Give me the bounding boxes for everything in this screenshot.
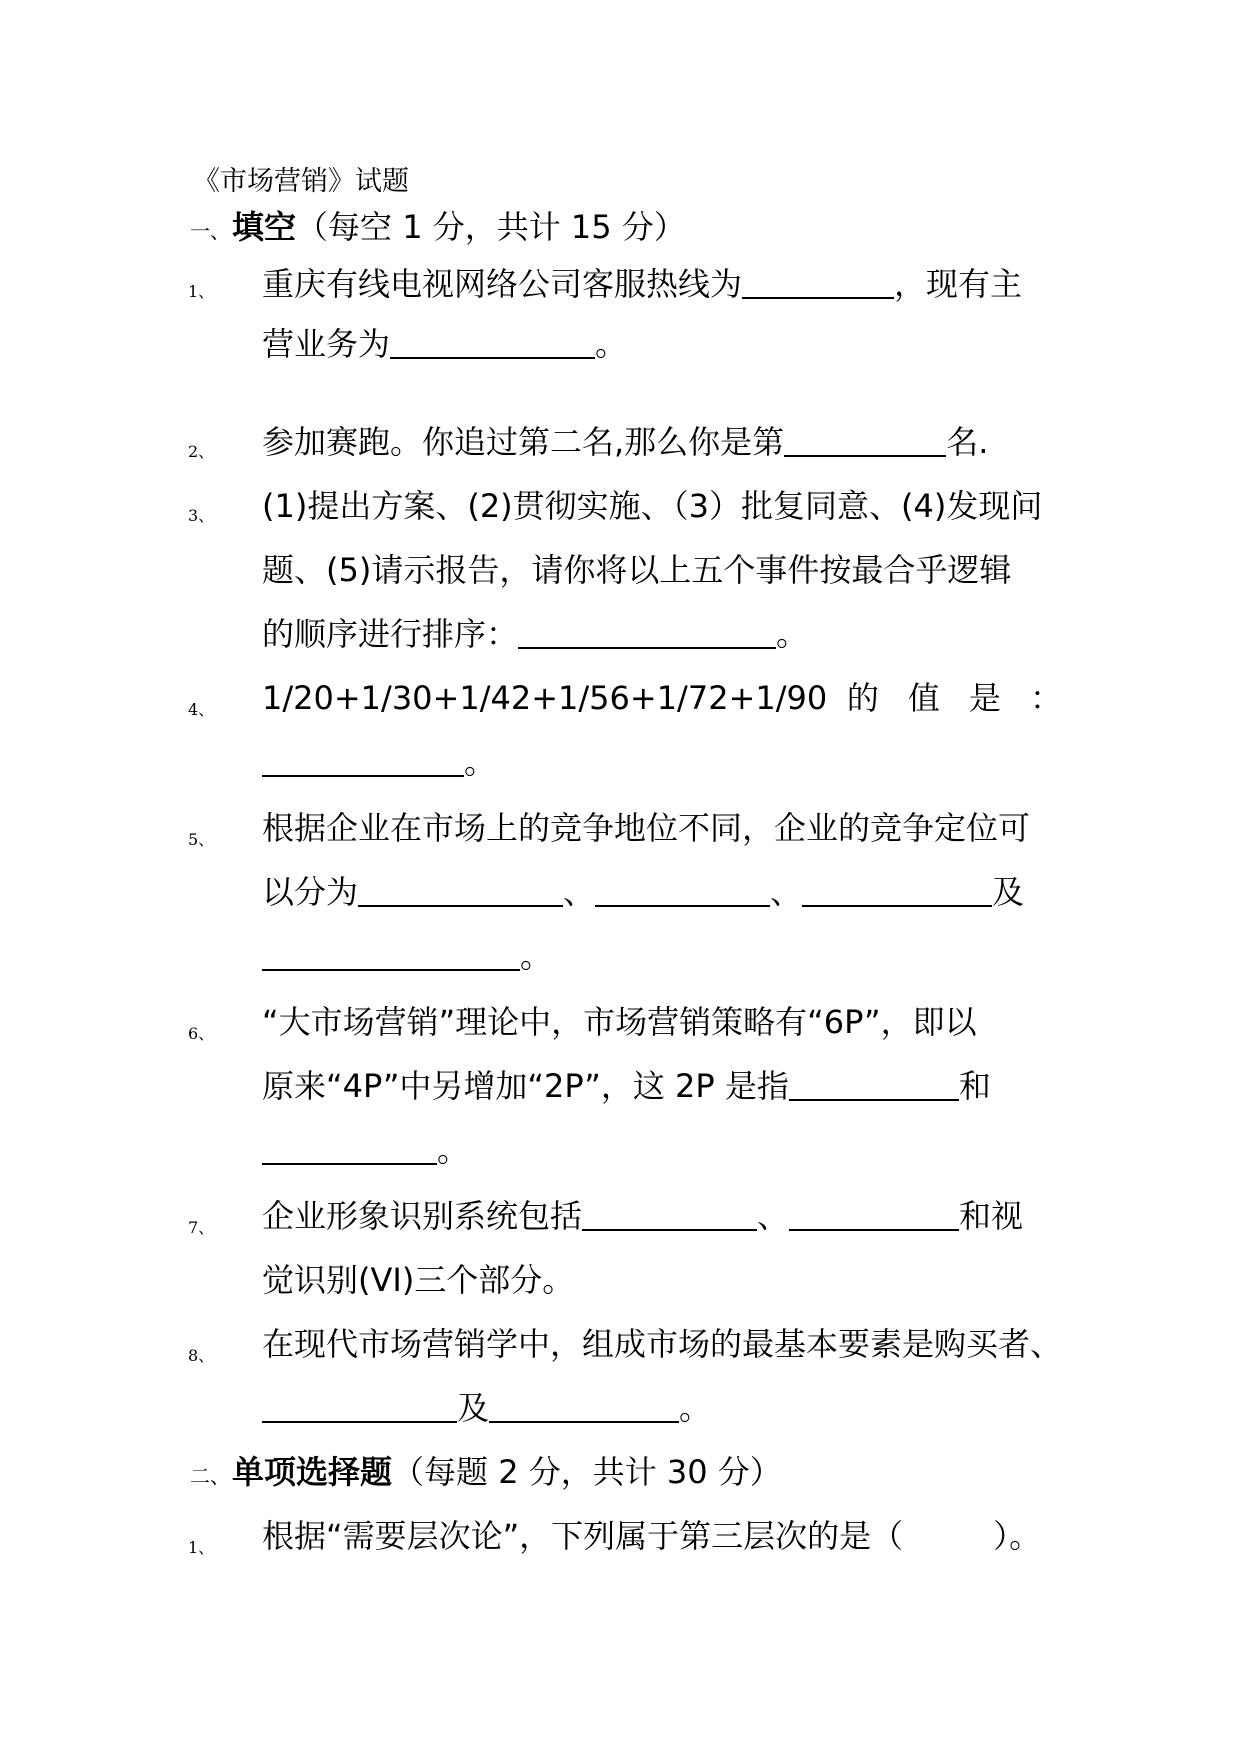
question-1-line-1: 重庆有线电视网络公司客服热线为 ，现有主 [262,265,1023,303]
section-number: 二、 [190,1464,230,1488]
question-1-line-2: 营业务为 。 [262,325,628,363]
answer-blank[interactable] [742,263,894,299]
question-2-line-1: 参加赛跑。你追过第二名,那么你是第 名. [262,423,989,461]
question-number: 1、 [188,1538,215,1557]
section-heading-fill-in [190,205,686,253]
section-name: 填空 [232,208,297,246]
question-3-line-3: 的顺序进行排序： 。 [262,615,809,653]
question-7-line-2: 觉识别(VI)三个部分。 [262,1261,575,1299]
answer-blank[interactable] [789,1065,959,1101]
question-number: 4、 [188,700,215,719]
answer-blank[interactable] [518,613,776,649]
document-title: 《市场营销》试题 [193,166,409,197]
answer-blank[interactable] [262,935,520,971]
question-6-line-3: 。 [262,1128,1062,1172]
question-number: 7、 [188,1218,215,1237]
question-5-line-1: 根据企业在市场上的竞争地位不同，企业的竞争定位可 [262,809,1031,847]
question-5-line-3: 。 [262,934,1062,978]
answer-blank[interactable] [784,421,946,457]
section-name: 单项选择题 [232,1453,393,1491]
section-note: （每空 1 分，共计 15 分） [296,208,686,246]
question-number: 6、 [188,1024,215,1043]
section-number: 一、 [190,219,230,243]
answer-blank[interactable] [489,1387,679,1423]
answer-blank[interactable] [802,871,992,907]
question-number: 1、 [188,282,215,301]
answer-blank[interactable] [390,323,595,359]
answer-blank[interactable] [358,871,563,907]
section-note: （每题 2 分，共计 30 分） [392,1453,782,1491]
question-8-line-2: 及 。 [262,1386,1062,1430]
question-3-line-1: (1)提出方案、(2)贯彻实施、（3）批复同意、(4)发现问 [262,487,1043,525]
question-3-line-2: 题、(5)请示报告，请你将以上五个事件按最合乎逻辑 [262,551,1012,589]
question-4-line-2: 。 [262,740,1062,784]
answer-blank[interactable] [582,1195,757,1231]
answer-blank[interactable] [262,1129,437,1165]
answer-blank[interactable] [595,871,770,907]
answer-blank[interactable] [789,1195,959,1231]
section-heading-single-choice [190,1450,782,1498]
question-number: 8、 [188,1346,215,1365]
question-number: 5、 [188,830,215,849]
question-5-line-2: 以分为 、 、 及 [262,873,1025,911]
answer-blank[interactable] [262,1387,457,1423]
question-6-line-2: 原来“4P”中另增加“2P”，这 2P 是指 和 [262,1067,991,1105]
choice-question-1-line-1: 根据“需要层次论”，下列属于第三层次的是（ ）。 [262,1517,1042,1555]
question-number: 3、 [188,506,215,525]
question-6-line-1: “大市场营销”理论中，市场营销策略有“6P”，即以 [262,1003,977,1041]
question-4-line-1: 1/20+1/30+1/42+1/56+1/72+1/90 的 值 是 ： [262,679,1062,717]
question-8-line-1: 在现代市场营销学中，组成市场的最基本要素是购买者、 [262,1325,1063,1363]
question-number: 2、 [188,442,215,461]
answer-blank[interactable] [262,741,464,777]
question-7-line-1: 企业形象识别系统包括 、 和视 [262,1197,1024,1235]
